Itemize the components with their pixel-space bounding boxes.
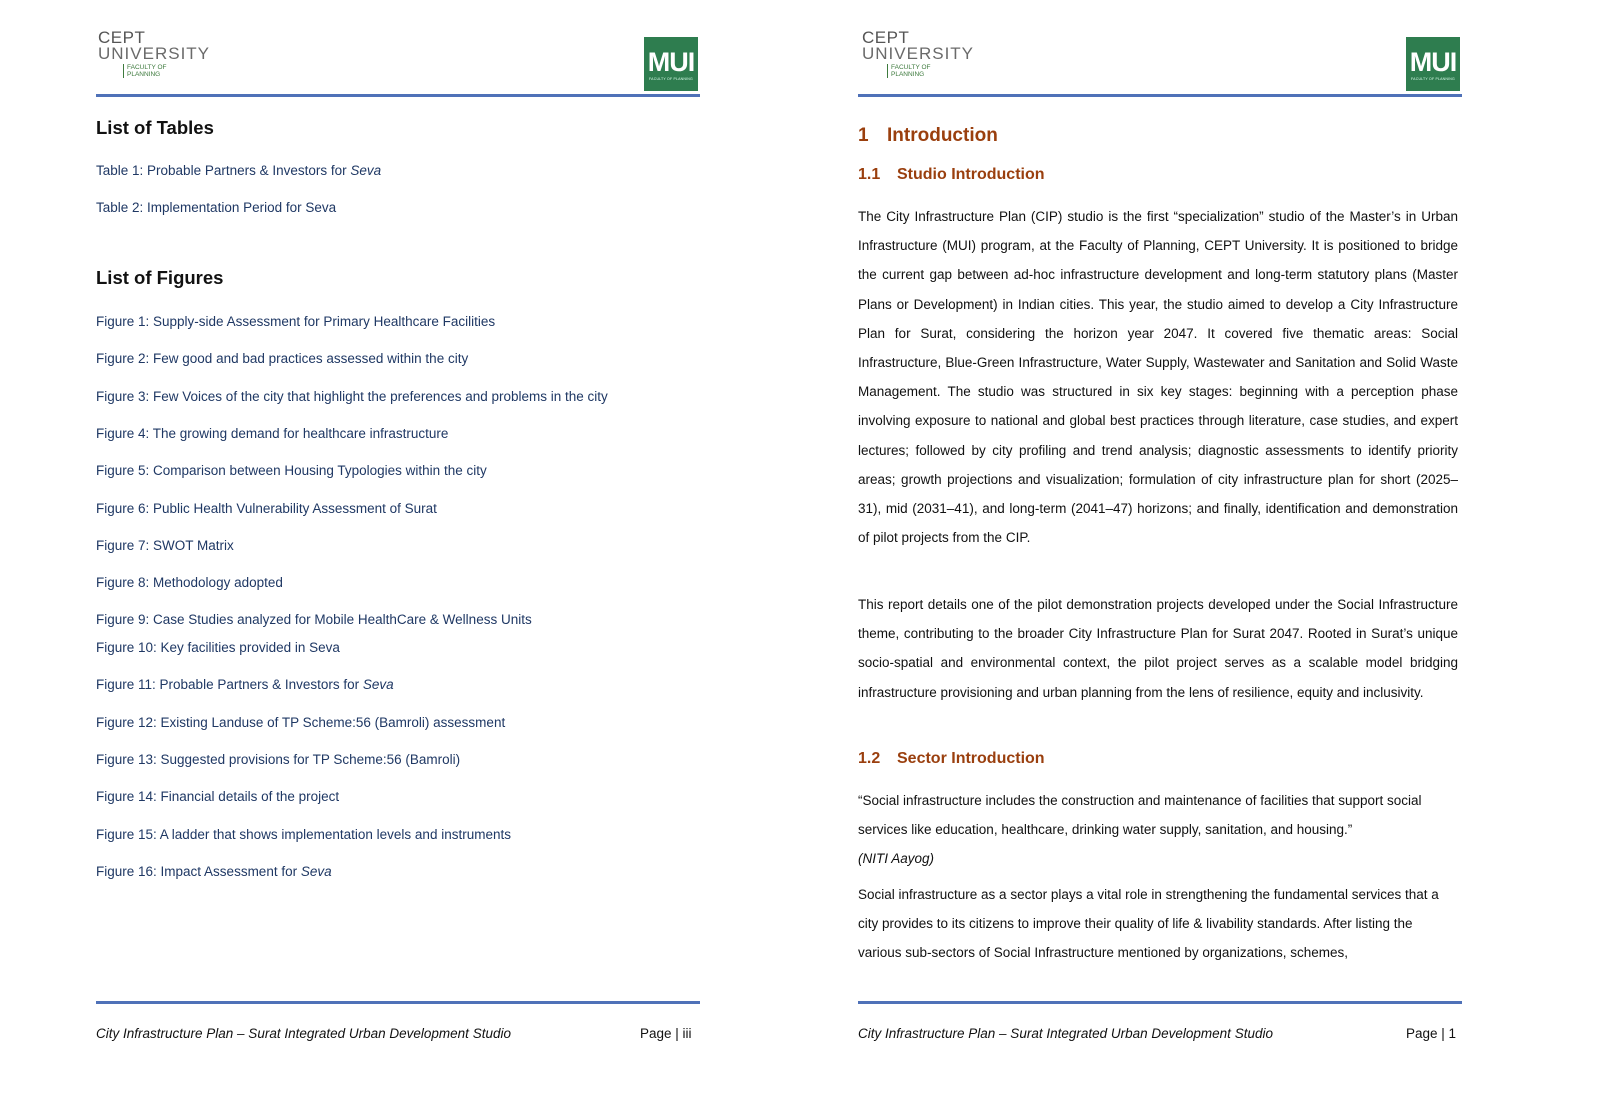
mui-logo xyxy=(1406,37,1460,91)
figure-entry-italic: Seva xyxy=(362,677,394,693)
figure-entry-text: Figure 6: Public Health Vulnerability Assessment of Surat xyxy=(96,500,437,516)
figure-entry-text: Figure 16: Impact Assessment for xyxy=(96,863,301,879)
figure-entry-text: Figure 12: Existing Landuse of TP Scheme:56 (Bamroli) assessment xyxy=(96,714,506,730)
figure-entry-text: Figure 1: Supply-side Assessment for Primary Healthcare Facilities xyxy=(96,314,496,329)
figure-entry[interactable] xyxy=(96,389,608,404)
logo-line-university: UNIVERSITY xyxy=(862,44,975,63)
figure-entry[interactable] xyxy=(96,612,532,627)
logo-line-faculty: FACULTY OF PLANNING xyxy=(887,64,941,78)
figure-entry[interactable] xyxy=(96,538,234,553)
quote-source: (NITI Aayog) xyxy=(858,851,935,867)
paragraph-studio-intro: The City Infrastructure Plan (CIP) studio is the first “specialization” studio of the Master’s in Urban Infrastructure (MUI) program, at the Faculty of Planning, CEPT University. It is positioned to bridge the current gap between ad-hoc infrastructure development and long-term statutory plans (Master Plans or Development) in Indian cities. This year, the studio aimed to develop a City Infrastructure Plan for Surat, considering the horizon year 2047. It covered five thematic areas: Social Infrastructure, Blue-Green Infrastructure, Water Supply, Wastewater and Sanitation and Solid Waste Management. The studio was structured in six key stages: beginning with a perception phase involving exposure to national and global best practices through literature, case studies, and expert lectures; followed by city profiling and trend analysis; diagnostic assessments to identify priority areas; growth projections and visualization; formulation of city infrastructure plan for short (2025–31), mid (2031–41), and long-term (2041–47) horizons; and finally, identification and demonstration of pilot projects from the CIP. xyxy=(858,209,1458,546)
footer-rule xyxy=(858,1001,1462,1004)
list-of-tables-heading: List of Tables xyxy=(96,117,214,138)
figure-entry-italic: Seva xyxy=(300,863,332,879)
subsection-number: 1.1 xyxy=(858,166,881,183)
figure-entry[interactable] xyxy=(96,351,468,366)
cept-university-logo xyxy=(862,30,974,78)
subsection-title: Studio Introduction xyxy=(897,166,1045,183)
logo-line-faculty: FACULTY OF PLANNING xyxy=(123,64,177,78)
figure-entry-text: Figure 14: Financial details of the project xyxy=(96,789,340,805)
table-entry[interactable] xyxy=(96,200,336,215)
figure-entry-text: Figure 2: Few good and bad practices assessed within the city xyxy=(96,351,469,367)
table-entry-italic: Seva xyxy=(350,163,382,178)
section-heading-introduction xyxy=(858,125,998,147)
figure-entry-text: Figure 13: Suggested provisions for TP Scheme:56 (Bamroli) xyxy=(96,751,461,767)
figure-entry-text: Figure 4: The growing demand for healthcare infrastructure xyxy=(96,425,449,441)
subsection-heading-sector-introduction xyxy=(858,750,1045,768)
figure-entry[interactable] xyxy=(96,314,495,329)
mui-logo-label: MUI xyxy=(647,47,695,77)
figure-entry-text: Figure 5: Comparison between Housing Typologies within the city xyxy=(96,463,487,479)
footer-title: City Infrastructure Plan – Surat Integrated Urban Development Studio xyxy=(858,1026,1273,1041)
page-number: Page | iii xyxy=(640,1026,692,1041)
figure-entry[interactable] xyxy=(96,789,339,804)
mui-logo-sub: FACULTY OF PLANNING xyxy=(1411,77,1455,81)
figure-entry-text: Figure 11: Probable Partners & Investors for xyxy=(96,677,363,693)
figure-entry-text: Figure 7: SWOT Matrix xyxy=(96,537,234,553)
section-title: Introduction xyxy=(887,125,998,146)
subsection-number: 1.2 xyxy=(858,750,881,767)
figure-entry[interactable] xyxy=(96,752,460,767)
logo-line-university: UNIVERSITY xyxy=(98,44,211,63)
quote-text: “Social infrastructure includes the construction and maintenance of facilities that support social services like education, healthcare, drinking water supply, sanitation, and housing.” xyxy=(858,793,1422,838)
header-rule xyxy=(96,94,700,97)
footer-rule xyxy=(96,1001,700,1004)
figure-entry-text: Figure 8: Methodology adopted xyxy=(96,575,283,591)
table-entry-text: Table 1: Probable Partners & Investors for xyxy=(96,163,351,178)
figure-entry-text: Figure 10: Key facilities provided in Seva xyxy=(96,640,340,655)
logo-line-cept: CEPT xyxy=(862,28,910,47)
figure-entry[interactable] xyxy=(96,426,448,441)
figure-entry-text: Figure 3: Few Voices of the city that highlight the preferences and problems in the city xyxy=(96,388,608,404)
mui-logo xyxy=(644,37,698,91)
subsection-title: Sector Introduction xyxy=(897,750,1045,767)
mui-logo-label: MUI xyxy=(1409,47,1457,77)
figure-entry[interactable] xyxy=(96,827,511,842)
paragraph-social-infrastructure: Social infrastructure as a sector plays a vital role in strengthening the fundamental services that a city provides to its citizens to improve their quality of life & livability standards. After listing the various sub-sectors of Social Infrastructure mentioned by organizations, schemes, xyxy=(858,887,1439,961)
table-entry-text: Table 2: Implementation Period for Seva xyxy=(96,200,337,215)
figure-entry[interactable] xyxy=(96,715,505,730)
figure-entry[interactable] xyxy=(96,575,283,590)
page-number: Page | 1 xyxy=(1406,1026,1457,1041)
mui-logo-sub: FACULTY OF PLANNING xyxy=(649,77,693,81)
quote-social-infrastructure xyxy=(858,786,1458,874)
logo-line-cept: CEPT xyxy=(98,28,146,47)
figure-entry-text: Figure 9: Case Studies analyzed for Mobile HealthCare & Wellness Units xyxy=(96,612,532,628)
figure-entry[interactable] xyxy=(96,463,487,478)
table-entry[interactable] xyxy=(96,163,381,178)
figure-entry[interactable] xyxy=(96,864,332,879)
list-of-figures-heading: List of Figures xyxy=(96,267,224,288)
cept-university-logo xyxy=(98,30,210,78)
figure-entry[interactable] xyxy=(96,677,394,692)
figure-entry-text: Figure 15: A ladder that shows implementation levels and instruments xyxy=(96,826,511,842)
figure-entry[interactable] xyxy=(96,640,340,655)
paragraph-pilot-project: This report details one of the pilot demonstration projects developed under the Social Infrastructure theme, contributing to the broader City Infrastructure Plan for Surat 2047. Rooted in Surat’s unique socio-spatial and environmental context, the pilot project serves as a scalable model bridging infrastructure provisioning and urban planning from the lens of resilience, equity and inclusivity. xyxy=(858,597,1458,700)
section-number: 1 xyxy=(858,125,869,146)
subsection-heading-studio-introduction xyxy=(858,166,1045,184)
figure-entry[interactable] xyxy=(96,501,437,516)
footer-title: City Infrastructure Plan – Surat Integrated Urban Development Studio xyxy=(96,1026,511,1041)
header-rule xyxy=(858,94,1462,97)
